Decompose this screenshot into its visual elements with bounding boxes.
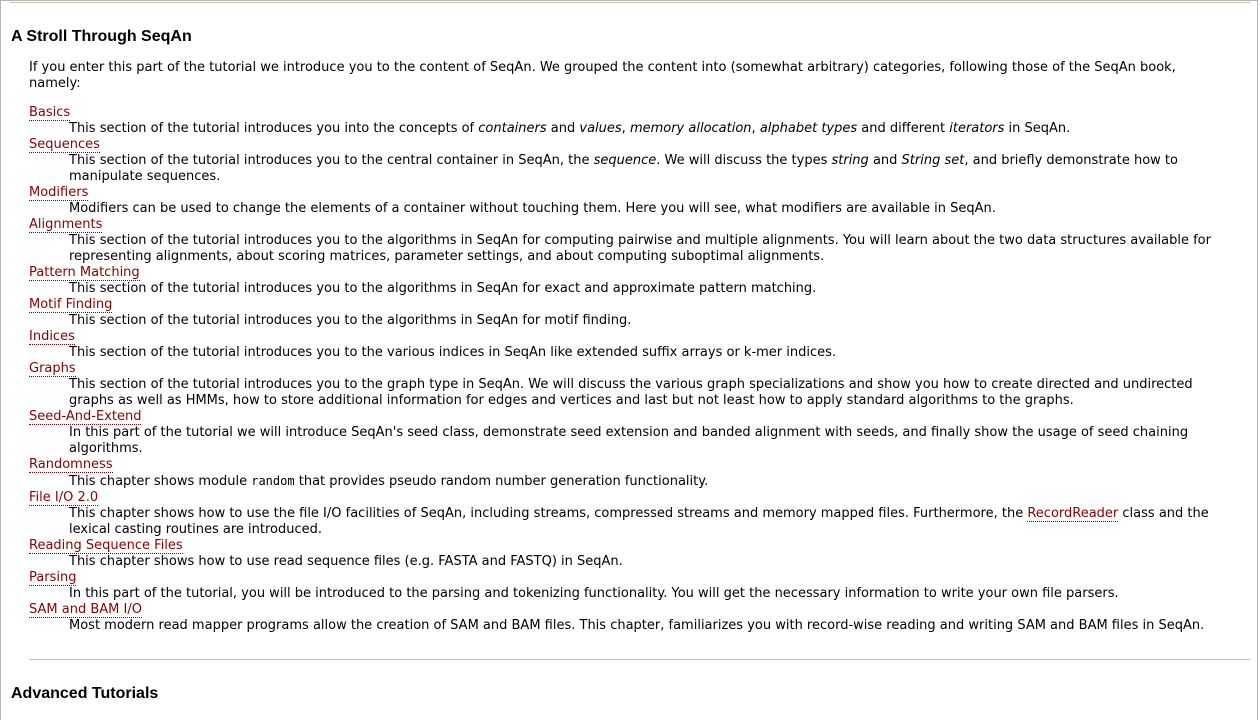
description-text: This chapter shows how to use read sequence files (e.g. FASTA and FASTQ) in SeqAn.: [69, 554, 623, 569]
description-text: This section of the tutorial introduces you to the algorithms in SeqAn for motif finding.: [69, 313, 632, 328]
next-section-heading: Advanced Tutorials: [11, 685, 159, 702]
section-term: [29, 265, 1229, 281]
section-link[interactable]: Parsing: [29, 570, 77, 585]
section-term: [29, 570, 1229, 586]
section-link[interactable]: Graphs: [29, 361, 76, 376]
section-link[interactable]: Modifiers: [29, 185, 89, 200]
emphasized-term: sequence: [593, 153, 657, 168]
description-text: This chapter shows how to use the file I/O facilities of SeqAn, including streams, compressed streams and memory mapped files. Furthermore, the: [69, 506, 1028, 521]
description-text: In this part of the tutorial we will introduce SeqAn's seed class, demonstrate seed extension and banded alignment with seeds, and finally show the usage of seed chaining algorithms.: [69, 425, 1189, 456]
section-link[interactable]: Basics: [29, 105, 71, 120]
emphasized-term: string: [831, 153, 869, 168]
description-text: and: [546, 121, 580, 136]
section-term: [29, 602, 1229, 618]
emphasized-term: iterators: [949, 121, 1005, 136]
section-term: [29, 185, 1229, 201]
section-link[interactable]: Randomness: [29, 457, 113, 472]
section-term: [29, 361, 1229, 377]
section-link[interactable]: SAM and BAM I/O: [29, 602, 142, 617]
description-text: This section of the tutorial introduces you to the algorithms in SeqAn for exact and approximate pattern matching.: [69, 281, 817, 296]
section-description: [69, 233, 1229, 265]
emphasized-term: alphabet types: [759, 121, 858, 136]
section-description: [69, 586, 1229, 602]
section-link[interactable]: Alignments: [29, 217, 103, 232]
description-text: ,: [751, 121, 760, 136]
description-text: This section of the tutorial introduces you to the algorithms in SeqAn for computing pairwise and multiple alignments. You will learn about the two data structures available for representing alignments, about scoring matrices, parameter settings, and about computing suboptimal alignments.: [69, 233, 1211, 264]
section-link[interactable]: File I/O 2.0: [29, 490, 99, 505]
description-text: This section of the tutorial introduces you to the central container in SeqAn, the: [69, 153, 594, 168]
section-description: [69, 121, 1229, 137]
section-description: [69, 313, 1229, 329]
section-divider: [29, 659, 1250, 660]
description-text: , and briefly demonstrate how to manipulate sequences.: [69, 153, 1178, 184]
description-text: This section of the tutorial introduces you into the concepts of: [69, 121, 479, 136]
description-text: and different: [857, 121, 950, 136]
emphasized-term: values: [579, 121, 622, 136]
section-description: [69, 153, 1229, 185]
description-text: Modifiers can be used to change the elements of a container without touching them. Here you will see, what modifiers are available in SeqAn.: [69, 201, 996, 216]
section-description: [69, 377, 1229, 409]
intro-paragraph: If you enter this part of the tutorial we introduce you to the content of SeqAn. We grouped the content into (somewhat arbitrary) categories, following those of the SeqAn book, namely:: [29, 60, 1176, 91]
description-text: in SeqAn.: [1004, 121, 1071, 136]
section-description: [69, 281, 1229, 297]
section-link[interactable]: Indices: [29, 329, 75, 344]
description-text: In this part of the tutorial, you will be introduced to the parsing and tokenizing functionality. You will get the necessary information to write your own file parsers.: [69, 586, 1119, 601]
description-text: that provides pseudo random number generation functionality.: [294, 474, 709, 489]
section-term: [29, 297, 1229, 313]
section-link[interactable]: Sequences: [29, 137, 100, 152]
section-term: [29, 457, 1229, 473]
emphasized-term: String set: [901, 153, 965, 168]
section-link[interactable]: Pattern Matching: [29, 265, 140, 280]
tutorial-section-list: [29, 105, 1229, 634]
section-description: [69, 618, 1229, 634]
description-text: class and the lexical casting routines are introduced.: [69, 506, 1209, 537]
page-title: A Stroll Through SeqAn: [11, 28, 192, 45]
code-term: random: [251, 474, 295, 488]
emphasized-term: memory allocation: [629, 121, 752, 136]
description-text: Most modern read mapper programs allow the creation of SAM and BAM files. This chapter, familiarizes you with record-wise reading and writing SAM and BAM files in SeqAn.: [69, 618, 1205, 633]
section-description: [69, 473, 1229, 490]
description-text: ,: [621, 121, 630, 136]
section-term: [29, 538, 1229, 554]
description-text: This chapter shows module: [69, 474, 252, 489]
section-term: [29, 490, 1229, 506]
section-description: [69, 345, 1229, 361]
section-link[interactable]: Reading Sequence Files: [29, 538, 183, 553]
section-description: [69, 554, 1229, 570]
section-description: [69, 425, 1229, 457]
top-divider: [10, 2, 1250, 3]
description-text: This section of the tutorial introduces you to the graph type in SeqAn. We will discuss the various graph specializations and show you how to create directed and undirected graphs as well as HMMs, how to store additional information for edges and vertices and last but not least how to apply standard algorithms to the graphs.: [69, 377, 1193, 408]
description-text: and: [868, 153, 902, 168]
section-description: [69, 201, 1229, 217]
section-term: [29, 217, 1229, 233]
section-description: [69, 506, 1229, 538]
emphasized-term: containers: [478, 121, 547, 136]
section-term: [29, 137, 1229, 153]
section-link[interactable]: Motif Finding: [29, 297, 113, 312]
inline-link[interactable]: RecordReader: [1027, 506, 1119, 521]
section-term: [29, 105, 1229, 121]
description-text: This section of the tutorial introduces you to the various indices in SeqAn like extended suffix arrays or k-mer indices.: [69, 345, 837, 360]
description-text: . We will discuss the types: [656, 153, 832, 168]
section-term: [29, 409, 1229, 425]
section-link[interactable]: Seed-And-Extend: [29, 409, 142, 424]
section-term: [29, 329, 1229, 345]
